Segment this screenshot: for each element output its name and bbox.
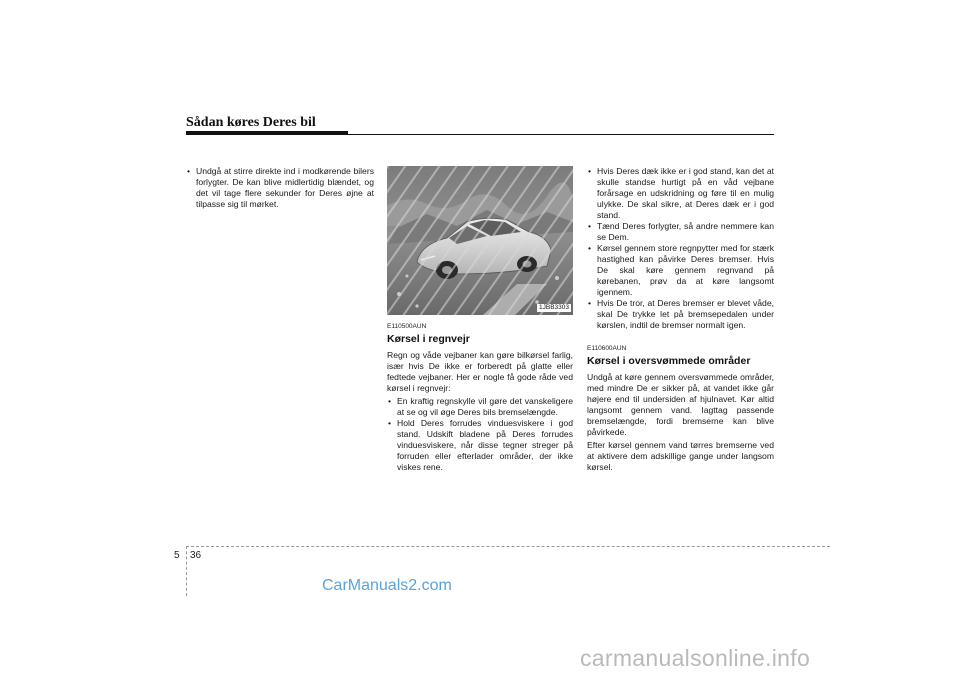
- rain-car-illustration: [387, 166, 573, 315]
- list-item: • Kørsel gennem store regnpytter med for stærk hastighed kan påvirke Deres bremser. Hvis De skal køre gennem regnvand på kørebanen, prøv da at køre langsomt igennem.: [587, 243, 774, 298]
- page-header-title: Sådan køres Deres bil: [186, 115, 316, 130]
- list-item: • En kraftig regnskylle vil gøre det vanskeligere at se og vil øge Deres bils bremselængde.: [387, 396, 573, 418]
- list-item: • Hold Deres forrudes vinduesviskere i god stand. Udskift bladene på Deres forrudes vinduesviskere, når disse tegner streger på forruden eller efterlader områder, der ikke viskes rene.: [387, 418, 573, 473]
- page-number: 36: [190, 550, 202, 561]
- glare-bullet-list: [186, 166, 374, 210]
- chapter-number: 5: [174, 550, 180, 561]
- rain-tips-bullet-list: [587, 166, 774, 331]
- flood-paragraph: Efter kørsel gennem vand tørres bremserne ved at aktivere dem adskillige gange under langsom kørsel.: [587, 440, 774, 472]
- list-item: • Hvis Deres dæk ikke er i god stand, kan det at skulle standse hurtigt på en våd vejbane forårsage en udskridning og føre til en mulig ulykke. De skal sikre, at Deres dæk er i god stand.: [587, 166, 774, 221]
- list-item: • Undgå at stirre direkte ind i modkørende bilers forlygter. De kan blive midlertidig blændet, og det vil tage flere sekunder for Deres øjne at tilpasse sig til mørket.: [186, 166, 374, 210]
- footer-vertical-rule: [186, 546, 187, 596]
- column-middle: [387, 166, 573, 473]
- header-rule: [186, 134, 774, 135]
- section-code: E110500AUN: [387, 323, 427, 330]
- list-item: • Tænd Deres forlygter, så andre nemmere kan se Dem.: [587, 221, 774, 243]
- section-heading-rain: Kørsel i regnvejr: [387, 333, 470, 345]
- section-code: E110600AUN: [587, 345, 627, 352]
- flood-paragraph: Undgå at køre gennem oversvømmede områder, med mindre De er sikker på, at vandet ikke går højere end til undersiden af hjulnavet. Kør altid langsomt gennem vand. Iagttag passende bremselængde, fordi bremserne kan blive påvirkede.: [587, 372, 774, 437]
- rain-intro-paragraph: Regn og våde vejbaner kan gøre bilkørsel farlig, især hvis De ikke er forberedt på glatte eller fedtede vejbaner. Her er nogle få gode råde ved kørsel i regnvejr:: [387, 350, 573, 393]
- column-right: [587, 166, 774, 475]
- watermark-bottom: carmanualsonline.info: [580, 645, 811, 671]
- watermark-top: CarManuals2.com: [322, 577, 452, 594]
- column-left: [186, 166, 374, 210]
- rain-bullet-list: [387, 396, 573, 473]
- illustration-id-label: 1JBB3303: [539, 304, 569, 311]
- footer-rule: [186, 546, 830, 547]
- rain-car-image: [387, 166, 573, 315]
- list-item: • Hvis De tror, at Deres bremser er blevet våde, skal De trykke let på bremsepedalen under kørslen, indtil de bremser normalt igen.: [587, 298, 774, 331]
- section-heading-flood: Kørsel i oversvømmede områder: [587, 355, 751, 367]
